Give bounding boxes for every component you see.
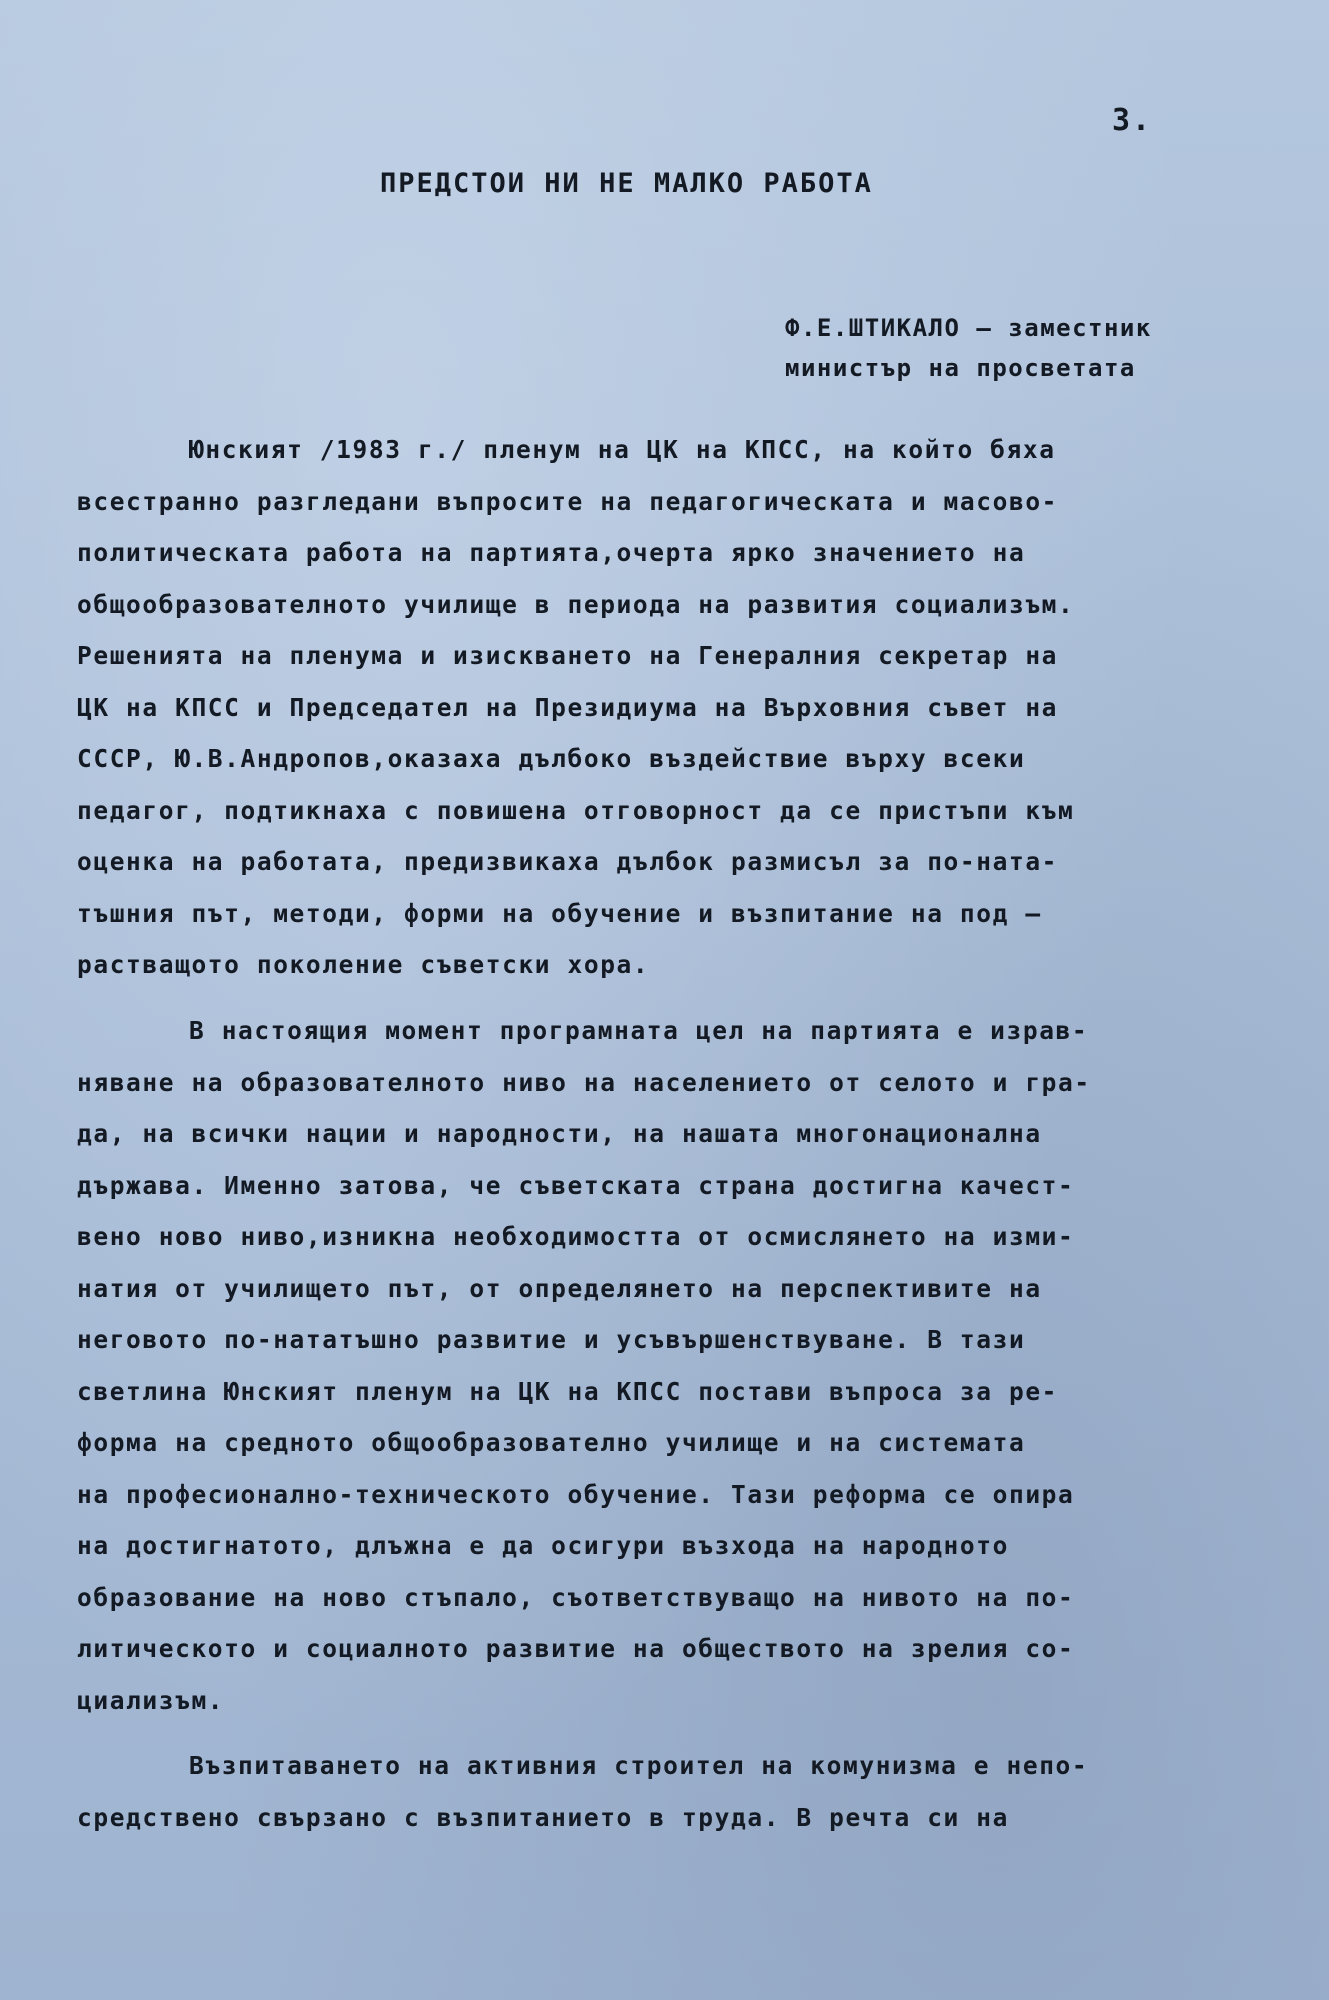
text-line: оценка на работата, предизвикаха дълбок размисъл за по-ната-: [77, 847, 1059, 876]
text-line: форма на средното общообразователно училище и на системата: [77, 1428, 1026, 1457]
text-line: политическата работа на партията,очерта ярко значението на: [77, 538, 1026, 567]
text-line: държава. Именно затова, че съветската страна достигна качест-: [77, 1170, 1075, 1200]
text-line: на професионално-техническото обучение. Тази реформа се опира: [77, 1479, 1075, 1509]
text-line: педагог, подтикнаха с повишена отговорност да се пристъпи към: [77, 795, 1075, 825]
text-line: Решенията на пленума и изискването на Генералния секретар на: [77, 641, 1059, 670]
text-line: всестранно разгледани въпросите на педагогическата и масово-: [77, 486, 1059, 516]
text-line: светлина Юнският пленум на ЦК на КПСС постави въпроса за ре-: [77, 1376, 1059, 1406]
page-number: 3.: [1112, 103, 1153, 138]
paragraph-2: [77, 1005, 1252, 1726]
author-name-line: Ф.Е.ШТИКАЛО – заместник: [785, 314, 1152, 342]
text-line: Възпитаването на активния строител на комунизма е непо-: [189, 1751, 1089, 1780]
text-line: общообразователното училище в периода на развития социализъм.: [77, 589, 1075, 619]
text-line: СССР, Ю.В.Андропов,оказаха дълбоко въздействие върху всеки: [77, 744, 1026, 773]
paragraph-3: [77, 1740, 1252, 1843]
text-line: вено ново ниво,изникна необходимостта от осмислянето на изми-: [77, 1222, 1075, 1251]
text-line: растващото поколение съветски хора.: [77, 950, 650, 979]
text-line: литическото и социалното развитие на обществото на зрелия со-: [77, 1634, 1075, 1663]
text-line: Юнският /1983 г./ пленум на ЦК на КПСС, на който бяха: [189, 435, 1056, 464]
document-title: ПРЕДСТОИ НИ НЕ МАЛКО РАБОТА: [380, 168, 873, 199]
text-line: на достигнатото, длъжна е да осигури възхода на народното: [77, 1531, 1009, 1560]
author-block: [785, 308, 1245, 388]
text-line: неговото по-нататъшно развитие и усъвършенствуване. В тази: [77, 1325, 1026, 1354]
text-line: тъшния път, методи, форми на обучение и възпитание на под –: [77, 898, 1042, 928]
text-line: ЦК на КПСС и Председател на Президиума на Върховния съвет на: [77, 692, 1059, 722]
text-line: В настоящия момент програмната цел на партията е израв-: [189, 1016, 1089, 1045]
text-line: няване на образователното ниво на населението от селото и гра-: [77, 1067, 1091, 1097]
text-line: циализъм.: [77, 1685, 225, 1715]
author-position-line: министър на просветата: [785, 354, 1136, 382]
paragraph-1: [77, 424, 1252, 991]
text-line: средствено свързано с възпитанието в труда. В речта си на: [77, 1802, 1009, 1832]
text-line: натия от училището път, от определянето на перспективите на: [77, 1273, 1042, 1303]
text-line: образование на ново стъпало, съответствуващо на нивото на по-: [77, 1582, 1075, 1612]
text-line: да, на всички нации и народности, на нашата многонационална: [77, 1119, 1042, 1148]
